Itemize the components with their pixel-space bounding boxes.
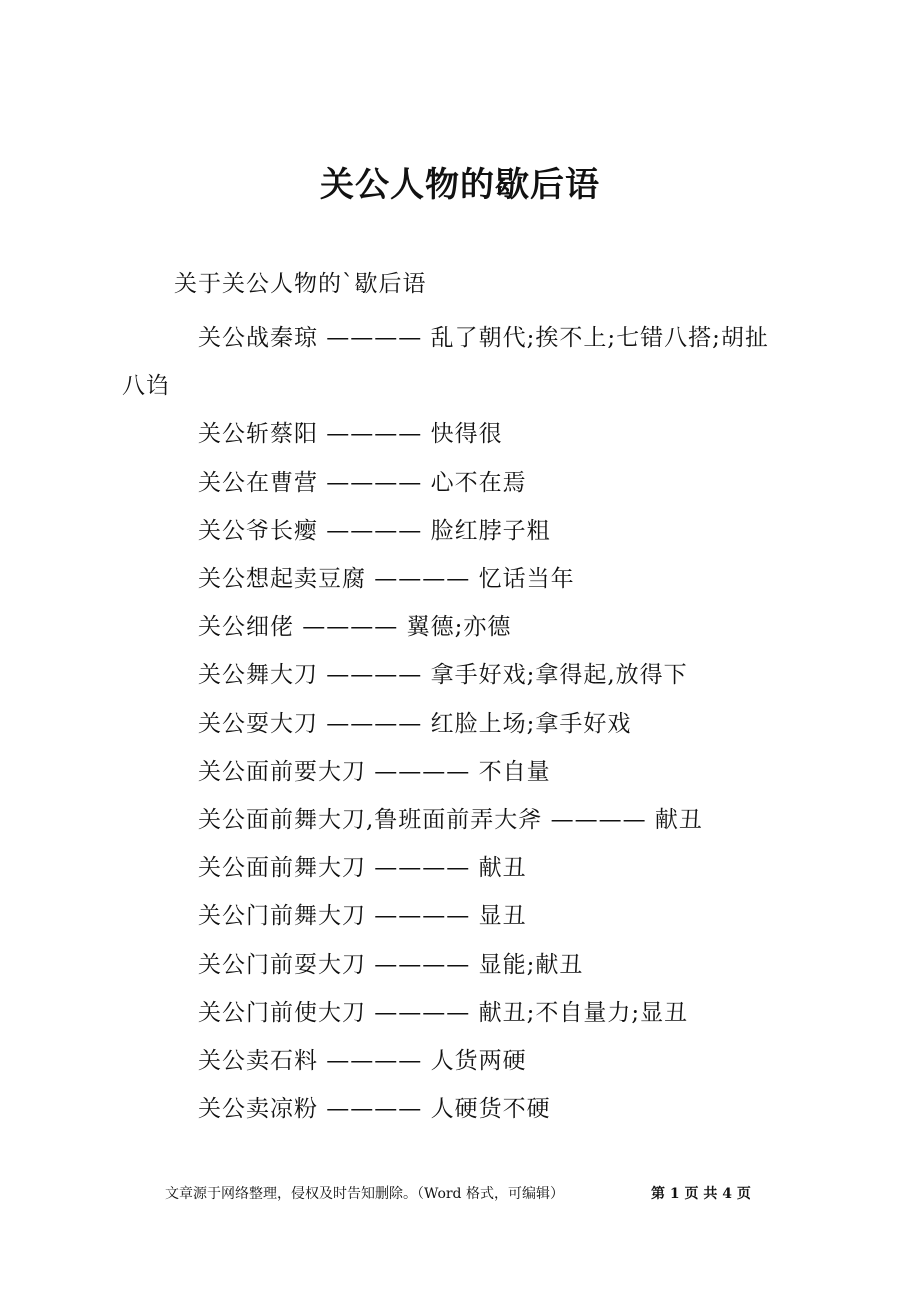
page-number: 第 1 页 共 4 页 [651,1186,751,1202]
proverb-line: 关公斩蔡阳 ———— 快得很 [198,421,503,448]
proverb-line-continuation: 八诌 [122,373,170,400]
document-intro: 关于关公人物的`歇后语 [174,271,427,297]
proverb-line: 关公舞大刀 ———— 拿手好戏;拿得起,放得下 [198,662,688,689]
proverb-line: 关公卖凉粉 ———— 人硬货不硬 [198,1096,551,1123]
proverb-line: 关公想起卖豆腐 ———— 忆话当年 [198,566,575,593]
proverb-line: 关公细佬 ———— 翼德;亦德 [198,614,512,641]
proverb-line: 关公面前舞大刀 ———— 献丑 [198,855,527,882]
proverb-line: 关公耍大刀 ———— 红脸上场;拿手好戏 [198,710,632,737]
proverb-line: 关公门前使大刀 ———— 献丑;不自量力;显丑 [198,999,689,1026]
proverb-line: 关公面前要大刀 ———— 不自量 [198,758,551,785]
document-title: 关公人物的歇后语 [320,165,600,205]
proverb-line: 关公爷长瘿 ———— 脸红脖子粗 [198,517,551,544]
proverb-line: 关公面前舞大刀,鲁班面前弄大斧 ———— 献丑 [198,807,703,834]
proverb-line: 关公门前舞大刀 ———— 显丑 [198,903,527,930]
source-note: 文章源于网络整理，侵权及时告知删除。（Word 格式，可编辑） [165,1186,564,1202]
proverb-line: 关公在曹营 ———— 心不在焉 [198,469,527,496]
proverb-list [0,314,920,1133]
proverb-line: 关公战秦琼 ———— 乱了朝代;挨不上;七错八搭;胡扯 [198,325,769,351]
proverb-line: 关公门前耍大刀 ———— 显能;献丑 [198,951,584,978]
proverb-line: 关公卖石料 ———— 人货两硬 [198,1048,527,1075]
